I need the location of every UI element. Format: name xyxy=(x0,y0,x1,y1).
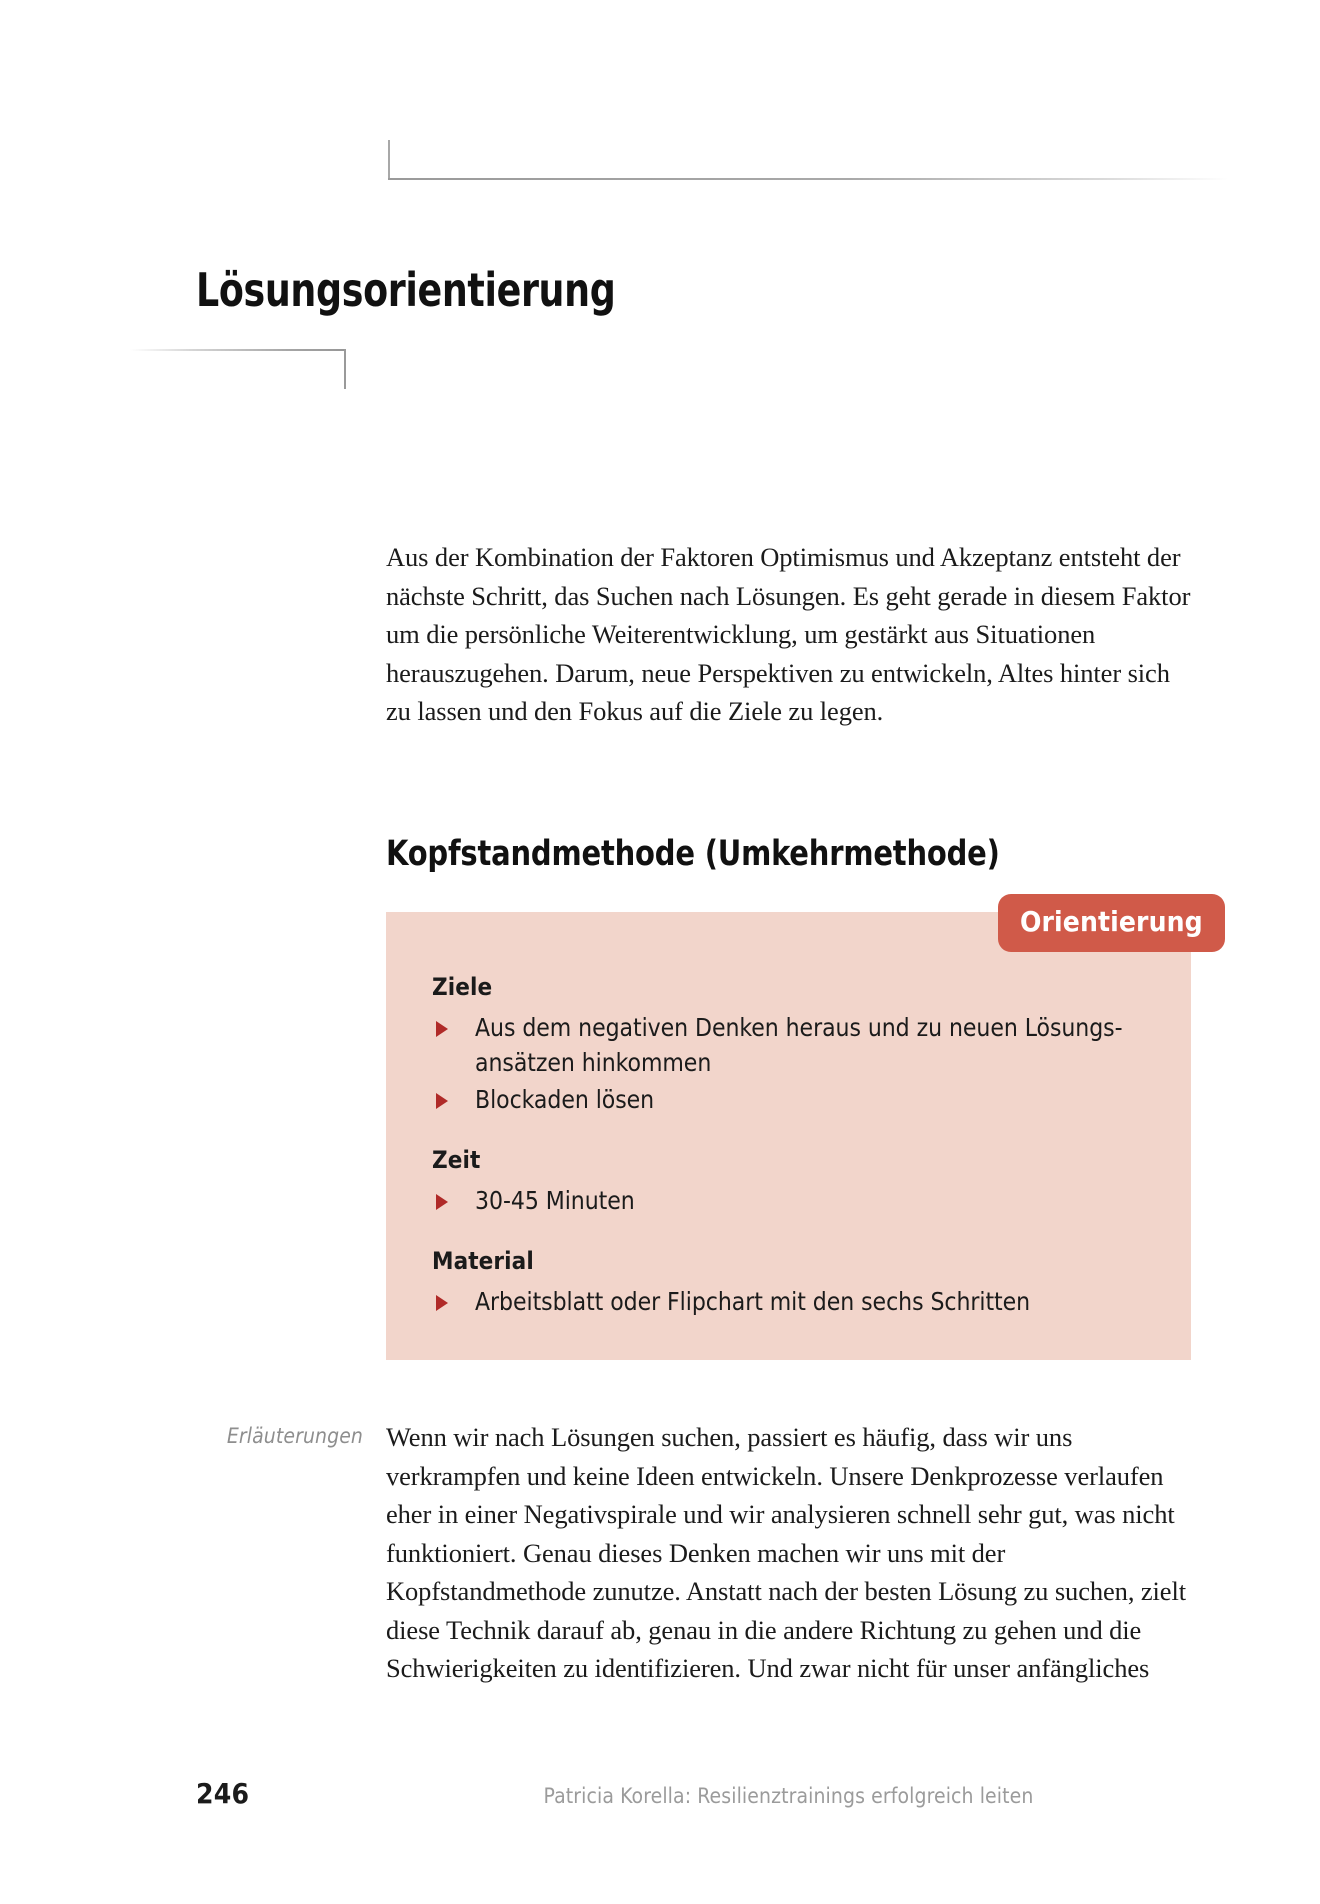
info-group-title: Material xyxy=(432,1247,534,1275)
triangle-bullet-icon xyxy=(436,1295,448,1311)
list-item-label: Aus dem negativen Denken heraus und zu neuen Lösungsansätzen hinkommen xyxy=(475,1013,1123,1077)
page-number: 246 xyxy=(196,1777,250,1810)
margin-note-label: Erläuterungen xyxy=(226,1424,363,1448)
footer-credit: Patricia Korella: Resilienztrainings erfolgreich leiten xyxy=(543,1784,1034,1808)
status-badge: Orientierung xyxy=(998,894,1225,952)
list-item-label: Arbeitsblatt oder Flipchart mit den sechs Schritten xyxy=(475,1287,1031,1316)
header-rule-vertical xyxy=(388,140,390,180)
info-group-list xyxy=(432,1010,1145,1117)
info-box-content xyxy=(386,912,1191,1319)
page-title: Lösungsorientierung xyxy=(196,262,616,317)
info-group-title: Zeit xyxy=(432,1146,481,1174)
intro-paragraph: Aus der Kombination der Faktoren Optimismus und Akzeptanz entsteht der nächste Schritt, das Suchen nach Lösungen. Es geht gerade in diesem Faktor um die persönliche Weiterentwicklung, um gestärkt aus Situationen herauszugehen. Darum, neue Perspektiven zu entwickeln, Altes hinter sich zu lassen und den Fokus auf die Ziele zu legen. xyxy=(386,542,1191,726)
info-group-material xyxy=(432,1244,1145,1319)
list-item xyxy=(432,1082,1145,1117)
orientation-info-box xyxy=(386,912,1191,1360)
triangle-bullet-icon xyxy=(436,1194,448,1210)
explanations-paragraph-block xyxy=(386,1418,1191,1688)
info-group-list xyxy=(432,1284,1145,1319)
section-heading: Kopfstandmethode (Umkehrmethode) xyxy=(386,834,1000,875)
triangle-bullet-icon xyxy=(436,1021,448,1037)
title-underrule-vertical xyxy=(344,349,346,389)
explanations-paragraph: Wenn wir nach Lösungen suchen, passiert es häufig, dass wir uns verkrampfen und keine Ideen entwickeln. Unsere Denkprozesse verlaufen eher in einer Negativspirale und wir analysieren schnell sehr gut, was nicht funktioniert. Genau dieses Denken machen wir uns mit der Kopfstandmethode zunutze. Anstatt nach der besten Lösung zu suchen, zielt diese Technik darauf ab, genau in die andere Richtung zu gehen und die Schwierigkeiten zu identifizieren. Und zwar nicht für unser anfängliches xyxy=(386,1422,1186,1683)
triangle-bullet-icon xyxy=(436,1093,448,1109)
list-item-label: 30-45 Minuten xyxy=(475,1186,635,1215)
list-item xyxy=(432,1183,1145,1218)
info-group-title: Ziele xyxy=(432,973,493,1001)
list-item xyxy=(432,1284,1145,1319)
intro-paragraph-block xyxy=(386,538,1191,731)
info-group-ziele xyxy=(432,970,1145,1117)
info-group-zeit xyxy=(432,1143,1145,1218)
list-item-label: Blockaden lösen xyxy=(475,1085,655,1114)
title-underrule-horizontal xyxy=(130,349,346,351)
info-group-list xyxy=(432,1183,1145,1218)
list-item xyxy=(432,1010,1145,1080)
header-rule-horizontal xyxy=(388,178,1228,180)
